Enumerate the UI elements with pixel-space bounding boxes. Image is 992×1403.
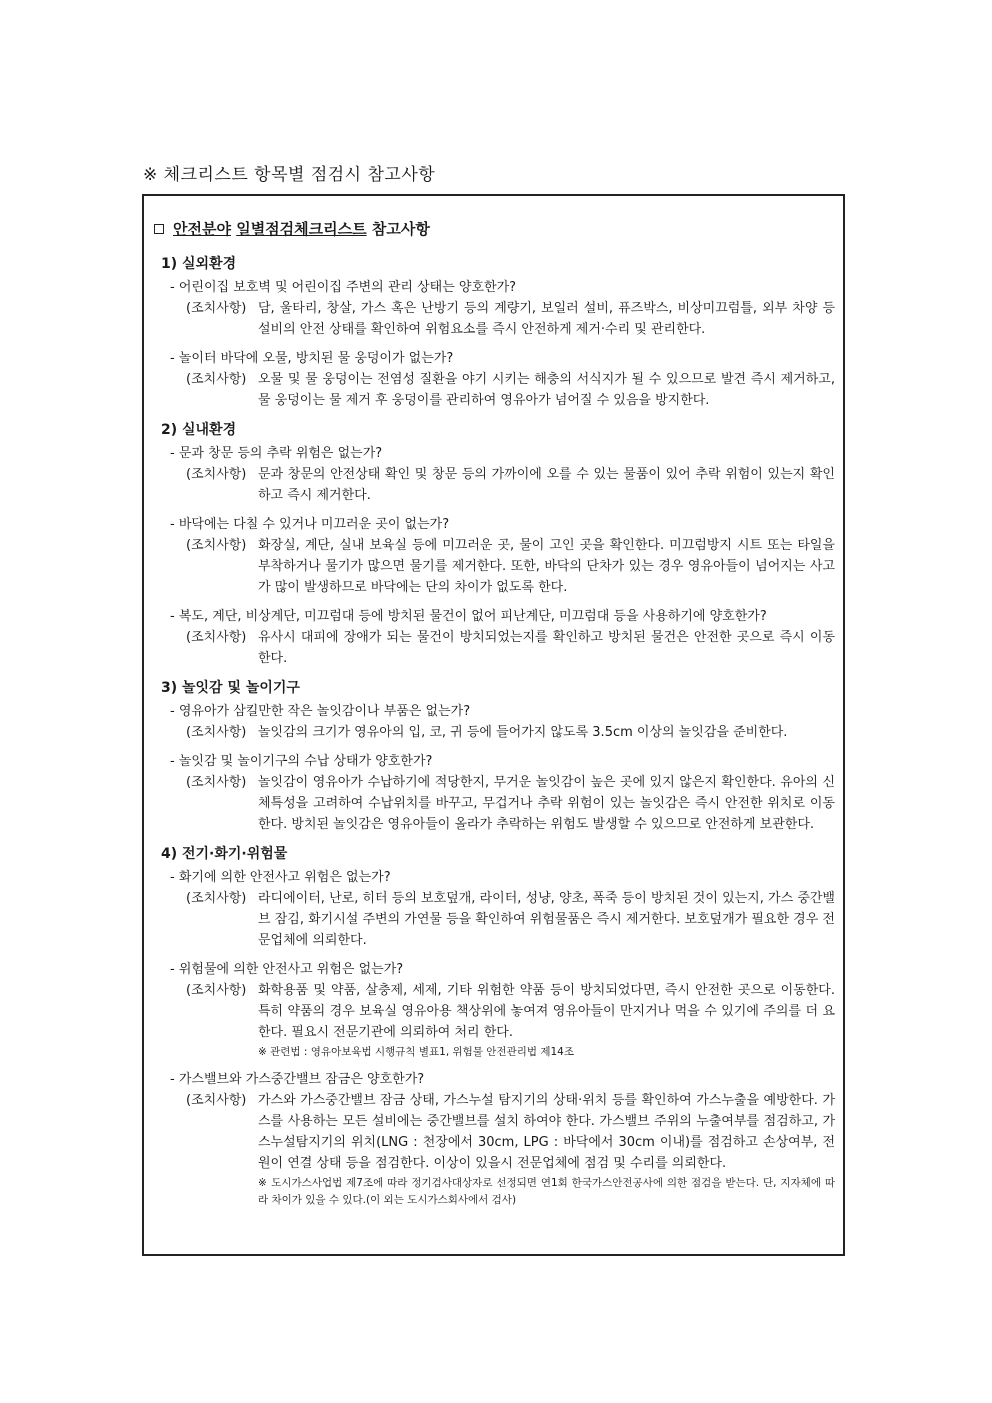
check-item <box>154 348 835 411</box>
check-question: - 놀잇감 및 놀이기구의 수납 상태가 양호한가? <box>170 754 433 769</box>
action-text: 라디에이터, 난로, 히터 등의 보호덮개, 라이터, 성냥, 양초, 폭죽 등이 방치된 것이 있는지, 가스 중간밸브 잠김, 화기시설 주변의 가연물 등을 확인하여 위험물품은 즉시 제거한다. 보호덮개가 필요한 경우 전문업체에 의뢰한다. <box>258 891 835 948</box>
section-title: 4) 전기·화기·위험물 <box>161 846 288 862</box>
action-body <box>258 535 835 598</box>
section <box>154 253 835 411</box>
check-item <box>154 701 835 743</box>
check-question: - 놀이터 바닥에 오물, 방치된 물 웅덩이가 없는가? <box>170 351 454 366</box>
page-heading: ※ 체크리스트 항목별 점검시 참고사항 <box>143 165 436 185</box>
check-item <box>154 277 835 340</box>
action-label: (조치사항) <box>186 891 247 906</box>
legal-note: ※ 관련법 : 영유아보육법 시행규칙 별표1, 위험물 안전관리법 제14조 <box>258 1046 574 1058</box>
check-item <box>154 443 835 506</box>
check-question: - 가스밸브와 가스중간밸브 잠금은 양호한가? <box>170 1072 425 1087</box>
box-title-part2: 일별점검체크리스트 <box>236 220 367 238</box>
action-label: (조치사항) <box>186 538 247 553</box>
action-text: 오물 및 물 웅덩이는 전염성 질환을 야기 시키는 해충의 서식지가 될 수 있으므로 발견 즉시 제거하고, 물 웅덩이는 물 제거 후 웅덩이를 관리하여 영유아가 넘어질 수 있음을 방지한다. <box>258 372 835 408</box>
action-row <box>186 298 835 340</box>
check-question: - 복도, 계단, 비상계단, 미끄럼대 등에 방치된 물건이 없어 피난계단, 미끄럼대 등을 사용하기에 양호한가? <box>170 609 767 624</box>
section-title: 2) 실내환경 <box>161 422 237 438</box>
reference-box <box>142 194 845 1256</box>
action-label: (조치사항) <box>186 775 247 790</box>
check-item <box>154 514 835 598</box>
action-text: 화장실, 계단, 실내 보육실 등에 미끄러운 곳, 물이 고인 곳을 확인한다. 미끄럼방지 시트 또는 타일을 부착하거나 물기가 많으면 물기를 제거한다. 또한, 바닥의 단차가 있는 경우 영유아들이 넘어지는 사고가 많이 발생하므로 바닥에는 단의 차이가 없도록 한다. <box>258 538 835 595</box>
section-title: 3) 놀잇감 및 놀이기구 <box>161 680 300 696</box>
section <box>154 843 835 1209</box>
action-body <box>258 772 835 835</box>
action-text: 놀잇감이 영유아가 수납하기에 적당한지, 무거운 놀잇감이 높은 곳에 있지 않은지 확인한다. 유아의 신체특성을 고려하여 수납위치를 바꾸고, 무겁거나 추락 위험이 있는 놀잇감은 즉시 안전한 위치로 이동한다. 방치된 놀잇감은 영유아들이 올라가 추락하는 위험도 발생할 수 있으므로 안전하게 보관한다. <box>258 775 835 832</box>
action-text: 가스와 가스중간밸브 잠금 상태, 가스누설 탐지기의 상태·위치 등를 확인하여 가스누출을 예방한다. 가스를 사용하는 모든 설비에는 중간밸브를 설치 하여야 한다. 가스밸브 주위의 누출여부를 점검하고, 가스누설탐지기의 위치(LNG : 천장에서 30cm, LPG : 바닥에서 30cm 이내)를 점검하고 손상여부, 전원이 연결 상태 등을 점검한다. 이상이 있을시 전문업체에 점검 및 수리를 의뢰한다. <box>258 1093 835 1171</box>
section-title: 1) 실외환경 <box>161 256 237 272</box>
action-label: (조치사항) <box>186 725 247 740</box>
check-item <box>154 606 835 669</box>
action-body <box>258 369 835 411</box>
section <box>154 419 835 669</box>
reference-box-content <box>154 218 835 1217</box>
check-item <box>154 867 835 951</box>
action-row <box>186 535 835 598</box>
action-row <box>186 772 835 835</box>
check-question: - 위험물에 의한 안전사고 위험은 없는가? <box>170 962 404 977</box>
action-body <box>258 980 835 1061</box>
box-title-part3: 참고사항 <box>371 220 430 238</box>
action-text: 담, 울타리, 창살, 가스 혹은 난방기 등의 계량기, 보일러 설비, 퓨즈박스, 비상미끄럼틀, 외부 차양 등 설비의 안전 상태를 확인하여 위험요소를 즉시 안전하게 제거·수리 및 관리한다. <box>258 301 835 337</box>
action-label: (조치사항) <box>186 630 247 645</box>
action-label: (조치사항) <box>186 983 247 998</box>
check-item <box>154 959 835 1061</box>
box-title <box>154 218 835 239</box>
action-body <box>258 627 835 669</box>
square-bullet-icon <box>154 224 164 234</box>
check-item <box>154 1069 835 1209</box>
action-body <box>258 298 835 340</box>
action-body <box>258 722 835 743</box>
action-row <box>186 369 835 411</box>
action-row <box>186 627 835 669</box>
action-text: 놀잇감의 크기가 영유아의 입, 코, 귀 등에 들어가지 않도록 3.5cm 이상의 놀잇감을 준비한다. <box>258 725 788 740</box>
check-question: - 영유아가 삼킬만한 작은 놀잇감이나 부품은 없는가? <box>170 704 471 719</box>
action-body <box>258 1090 835 1209</box>
box-title-part1: 안전분야 <box>173 220 231 238</box>
action-row <box>186 1090 835 1209</box>
action-text: 문과 창문의 안전상태 확인 및 창문 등의 가까이에 오를 수 있는 물품이 있어 추락 위험이 있는지 확인하고 즉시 제거한다. <box>258 467 835 503</box>
action-body <box>258 888 835 951</box>
check-question: - 바닥에는 다칠 수 있거나 미끄러운 곳이 없는가? <box>170 517 450 532</box>
check-item <box>154 751 835 835</box>
action-body <box>258 464 835 506</box>
section <box>154 677 835 835</box>
legal-note: ※ 도시가스사업법 제7조에 따라 정기검사대상자로 선정되면 연1회 한국가스안전공사에 의한 점검을 받는다. 단, 지자체에 따라 차이가 있을 수 있다.(이 외는 도시가스회사에서 검사) <box>258 1177 835 1206</box>
action-text: 화학용품 및 약품, 살충제, 세제, 기타 위험한 약품 등이 방치되었다면, 즉시 안전한 곳으로 이동한다. 특히 약품의 경우 보육실 영유아용 책상위에 놓여져 영유아들이 만지거나 먹을 수 있기에 주의를 더 요한다. 필요시 전문기관에 의뢰하여 처리 한다. <box>258 983 835 1040</box>
action-label: (조치사항) <box>186 1093 247 1108</box>
check-question: - 문과 창문 등의 추락 위험은 없는가? <box>170 446 383 461</box>
action-label: (조치사항) <box>186 372 247 387</box>
action-row <box>186 888 835 951</box>
action-row <box>186 980 835 1061</box>
action-label: (조치사항) <box>186 467 247 482</box>
action-row <box>186 722 835 743</box>
sections <box>154 253 835 1209</box>
action-text: 유사시 대피에 장애가 되는 물건이 방치되었는지를 확인하고 방치된 물건은 안전한 곳으로 즉시 이동한다. <box>258 630 835 666</box>
action-row <box>186 464 835 506</box>
check-question: - 화기에 의한 안전사고 위험은 없는가? <box>170 870 391 885</box>
check-question: - 어린이집 보호벽 및 어린이집 주변의 관리 상태는 양호한가? <box>170 280 517 295</box>
action-label: (조치사항) <box>186 301 247 316</box>
